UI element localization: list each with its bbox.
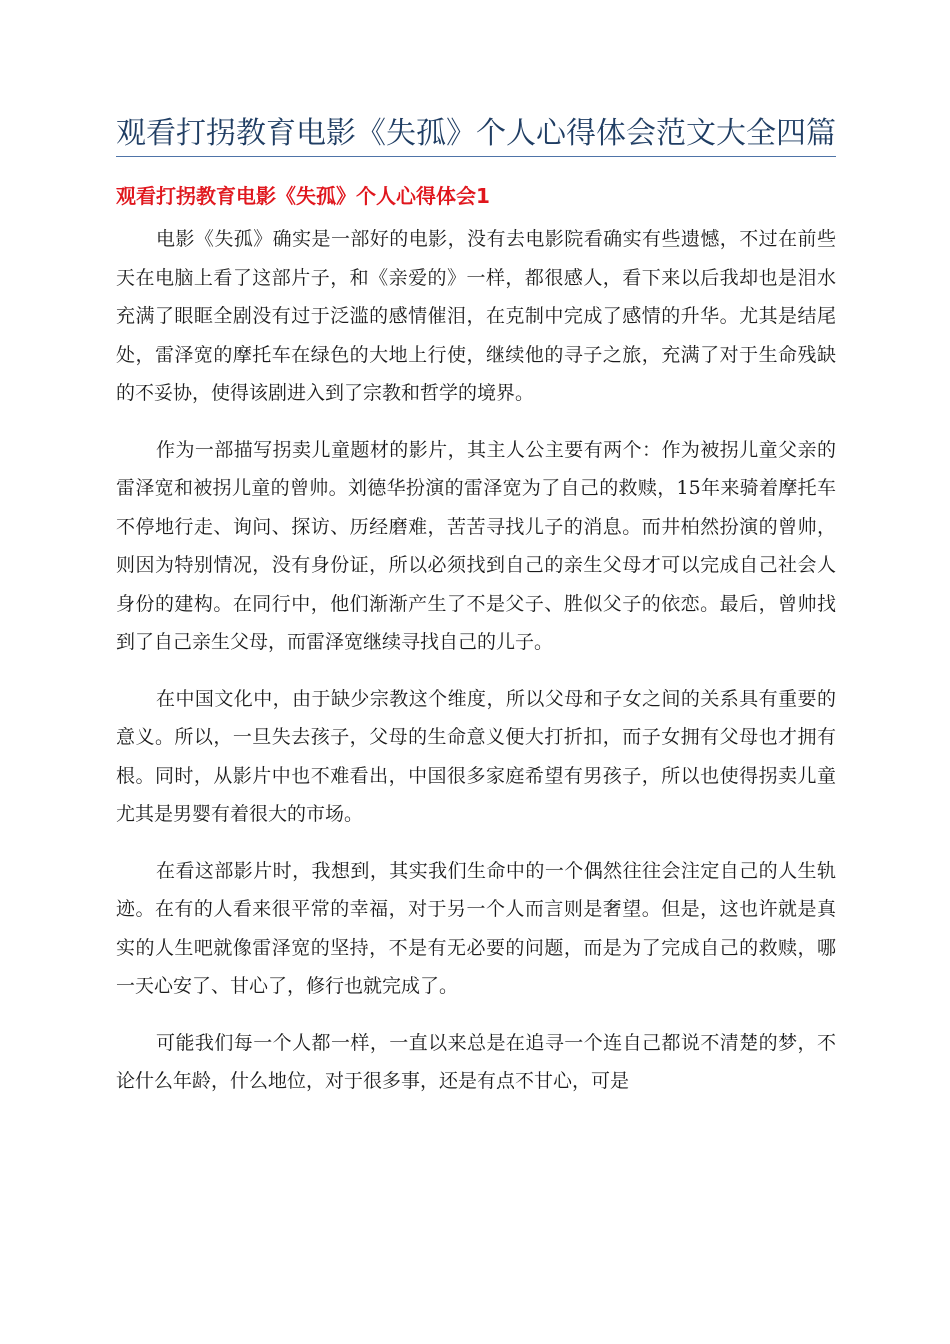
article-body: [116, 220, 836, 1119]
section-heading: 观看打拐教育电影《失孤》个人心得体会1: [116, 184, 490, 208]
paragraph-3: 在中国文化中，由于缺少宗教这个维度，所以父母和子女之间的关系具有重要的意义。所以，一旦失去孩子，父母的生命意义便大打折扣，而子女拥有父母也才拥有根。同时，从影片中也不难看出，中国很多家庭希望有男孩子，所以也使得拐卖儿童尤其是男婴有着很大的市场。: [116, 687, 836, 825]
document-title: 观看打拐教育电影《失孤》个人心得体会范文大全四篇: [116, 116, 836, 151]
title-underline: [116, 156, 836, 157]
paragraph-2: 作为一部描写拐卖儿童题材的影片，其主人公主要有两个：作为被拐儿童父亲的雷泽宽和被拐儿童的曾帅。刘德华扮演的雷泽宽为了自己的救赎，15年来骑着摩托车不停地行走、询问、探访、历经磨难，苦苦寻找儿子的消息。而井柏然扮演的曾帅，则因为特别情况，没有身份证，所以必须找到自己的亲生父母才可以完成自己社会人身份的建构。在同行中，他们渐渐产生了不是父子、胜似父子的依恋。最后，曾帅找到了自己亲生父母，而雷泽宽继续寻找自己的儿子。: [116, 438, 836, 653]
paragraph-5: 可能我们每一个人都一样，一直以来总是在追寻一个连自己都说不清楚的梦，不论什么年龄，什么地位，对于很多事，还是有点不甘心，可是: [116, 1031, 836, 1092]
paragraph-1: 电影《失孤》确实是一部好的电影，没有去电影院看确实有些遗憾，不过在前些天在电脑上看了这部片子，和《亲爱的》一样，都很感人，看下来以后我却也是泪水充满了眼眶全剧没有过于泛滥的感情催泪，在克制中完成了感情的升华。尤其是结尾处，雷泽宽的摩托车在绿色的大地上行使，继续他的寻子之旅，充满了对于生命残缺的不妥协，使得该剧进入到了宗教和哲学的境界。: [116, 228, 836, 404]
paragraph-4: 在看这部影片时，我想到，其实我们生命中的一个偶然往往会注定自己的人生轨迹。在有的人看来很平常的幸福，对于另一个人而言则是奢望。但是，这也许就是真实的人生吧就像雷泽宽的坚持，不是有无必要的问题，而是为了完成自己的救赎，哪一天心安了、甘心了，修行也就完成了。: [116, 859, 836, 997]
